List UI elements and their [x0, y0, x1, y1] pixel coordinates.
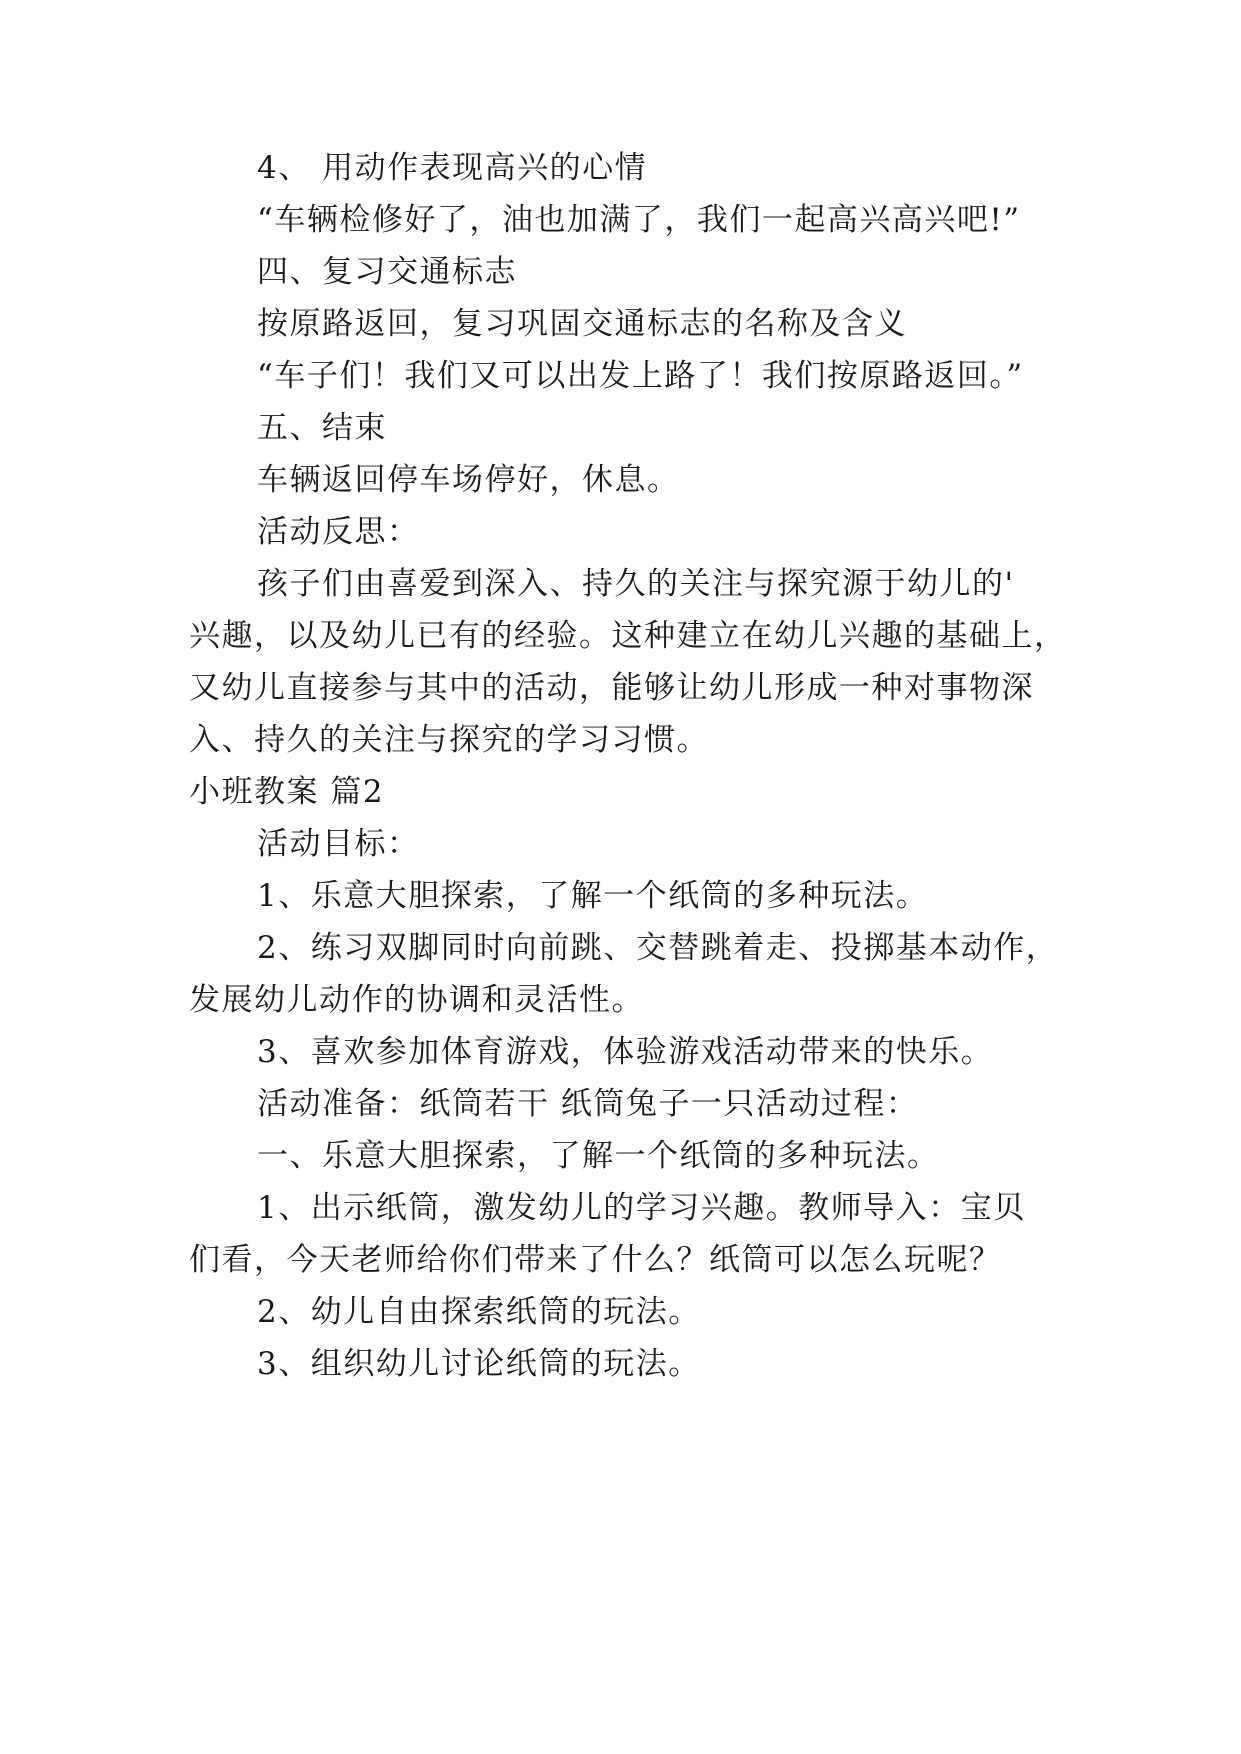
paragraph-line: 入、持久的关注与探究的学习习惯。 — [189, 722, 709, 758]
paragraph-line: 4、 用动作表现高兴的心情 — [257, 150, 648, 186]
paragraph-line: 按原路返回，复习巩固交通标志的名称及含义 — [257, 306, 907, 342]
paragraph-line: 们看，今天老师给你们带来了什么？纸筒可以怎么玩呢？ — [189, 1242, 1002, 1278]
paragraph-line: 3、喜欢参加体育游戏，体验游戏活动带来的快乐。 — [257, 1034, 994, 1070]
section-heading: 五、结束 — [257, 410, 387, 446]
paragraph-line: 2、练习双脚同时向前跳、交替跳着走、投掷基本动作， — [257, 930, 1059, 966]
section-heading: 活动反思： — [257, 514, 420, 550]
paragraph-line: “车子们！我们又可以出发上路了！我们按原路返回。” — [257, 358, 1024, 394]
paragraph-line: 孩子们由喜爱到深入、持久的关注与探究源于幼儿的' — [257, 566, 1015, 602]
paragraph-line: 活动准备：纸筒若干 纸筒兔子一只活动过程： — [257, 1086, 919, 1122]
section-heading: 一、乐意大胆探索，了解一个纸筒的多种玩法。 — [257, 1138, 940, 1174]
section-heading: 四、复习交通标志 — [257, 254, 517, 290]
paragraph-line: 1、出示纸筒，激发幼儿的学习兴趣。教师导入：宝贝 — [257, 1190, 1026, 1226]
paragraph-line: “车辆检修好了，油也加满了，我们一起高兴高兴吧!” — [257, 202, 1021, 238]
paragraph-line: 又幼儿直接参与其中的活动，能够让幼儿形成一种对事物深 — [189, 670, 1034, 706]
paragraph-line: 1、乐意大胆探索，了解一个纸筒的多种玩法。 — [257, 878, 929, 914]
section-heading: 活动目标： — [257, 826, 420, 862]
document-title: 小班教案 篇2 — [189, 774, 385, 810]
paragraph-line: 发展幼儿动作的协调和灵活性。 — [189, 982, 644, 1018]
paragraph-line: 车辆返回停车场停好，休息。 — [257, 462, 680, 498]
paragraph-line: 3、组织幼儿讨论纸筒的玩法。 — [257, 1346, 701, 1382]
paragraph-line: 兴趣，以及幼儿已有的经验。这种建立在幼儿兴趣的基础上， — [189, 618, 1067, 654]
paragraph-line: 2、幼儿自由探索纸筒的玩法。 — [257, 1294, 701, 1330]
